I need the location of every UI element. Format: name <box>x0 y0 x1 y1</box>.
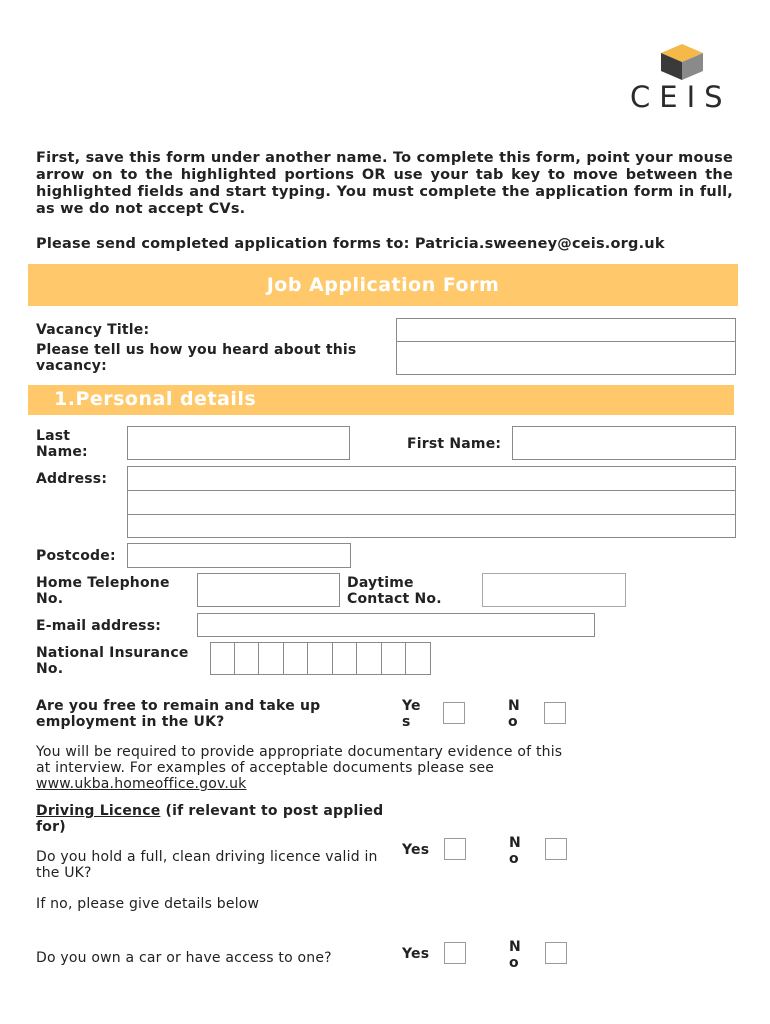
car-no-checkbox[interactable] <box>545 942 567 964</box>
daytime-contact-field[interactable] <box>482 573 626 607</box>
ni-label: National Insurance No. <box>36 645 189 677</box>
ni-char-box[interactable] <box>259 642 284 675</box>
heard-about-field[interactable] <box>396 341 736 375</box>
ni-char-box[interactable] <box>210 642 235 675</box>
evidence-sentence: You will be required to provide appropriate documentary evidence of this at interview. For examples of acceptable documents please see <box>36 744 563 776</box>
ni-char-box[interactable] <box>382 642 407 675</box>
address-label: Address: <box>36 471 108 487</box>
car-no-label: N o <box>509 939 521 971</box>
if-no-text: If no, please give details below <box>36 896 260 912</box>
address-line-1-field[interactable] <box>127 466 736 491</box>
driving-licence-sub: (if relevant to post applied for) <box>36 803 384 835</box>
ni-char-box[interactable] <box>357 642 382 675</box>
evidence-text <box>36 744 576 792</box>
last-name-label: Last Name: <box>36 428 88 460</box>
daytime-contact-label: Daytime Contact No. <box>347 575 442 607</box>
section1-heading: 1.Personal details <box>54 388 257 410</box>
car-question: Do you own a car or have access to one? <box>36 950 332 966</box>
home-telephone-label: Home Telephone No. <box>36 575 170 607</box>
address-line-2-field[interactable] <box>127 490 736 515</box>
free-to-remain-label: Are you free to remain and take up employment in the UK? <box>36 698 321 730</box>
ni-char-box[interactable] <box>284 642 309 675</box>
home-telephone-field[interactable] <box>197 573 340 607</box>
brand-name: CEIS <box>630 80 732 114</box>
address-line-3-field[interactable] <box>127 514 736 538</box>
ni-char-box[interactable] <box>308 642 333 675</box>
email-label: E-mail address: <box>36 618 162 634</box>
vacancy-title-label: Vacancy Title: <box>36 322 150 338</box>
vacancy-title-field[interactable] <box>396 318 736 342</box>
ni-char-box[interactable] <box>235 642 260 675</box>
last-name-field[interactable] <box>127 426 350 460</box>
ni-char-box[interactable] <box>333 642 358 675</box>
car-yes-checkbox[interactable] <box>444 942 466 964</box>
form-title: Job Application Form <box>266 274 500 296</box>
licence-question: Do you hold a full, clean driving licence valid in the UK? <box>36 849 378 881</box>
licence-no-checkbox[interactable] <box>545 838 567 860</box>
licence-no-label: N o <box>509 835 521 867</box>
ceis-logo-icon <box>659 42 705 82</box>
yes-label: Ye s <box>402 698 421 730</box>
licence-yes-label: Yes <box>402 842 430 858</box>
free-no-checkbox[interactable] <box>544 702 566 724</box>
email-field[interactable] <box>197 613 595 637</box>
car-yes-label: Yes <box>402 946 430 962</box>
heard-about-label: Please tell us how you heard about this vacancy: <box>36 342 357 374</box>
no-label: N o <box>508 698 520 730</box>
ni-number-field[interactable] <box>210 642 431 675</box>
intro-paragraph: First, save this form under another name. To complete this form, point your mouse arrow on to the highlighted portions OR use your tab key to move between the highlighted fields and start typing. You must complete the application form in full, as we do not accept CVs. <box>36 150 733 217</box>
ukba-link[interactable]: www.ukba.homeoffice.gov.uk <box>36 776 247 792</box>
first-name-field[interactable] <box>512 426 736 460</box>
send-to-text: Please send completed application forms to: Patricia.sweeney@ceis.org.uk <box>36 236 665 252</box>
driving-licence-heading-block <box>36 803 396 835</box>
postcode-field[interactable] <box>127 543 351 568</box>
ni-char-box[interactable] <box>406 642 431 675</box>
free-yes-checkbox[interactable] <box>443 702 465 724</box>
first-name-label: First Name: <box>407 436 502 452</box>
driving-licence-heading: Driving Licence <box>36 803 161 819</box>
postcode-label: Postcode: <box>36 548 116 564</box>
licence-yes-checkbox[interactable] <box>444 838 466 860</box>
